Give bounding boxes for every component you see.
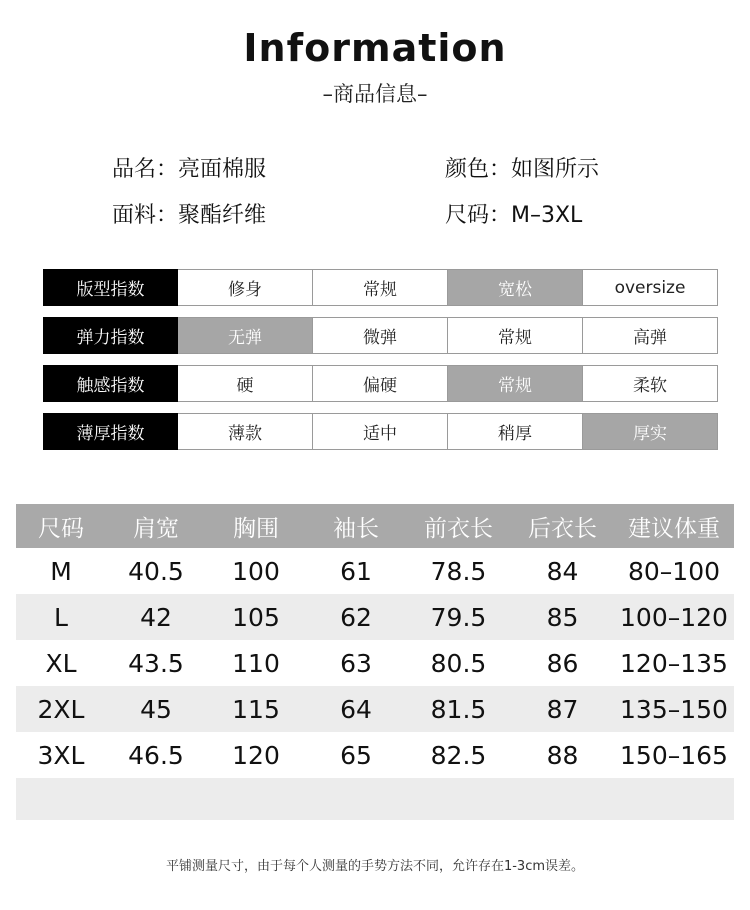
size-table-cell: M [50, 556, 72, 586]
size-table-row [16, 594, 734, 640]
size-table-cell: 3XL [37, 740, 85, 770]
size-table-cell: 63 [340, 648, 372, 678]
product-size-range: 尺码：M–3XL [445, 203, 583, 228]
product-fabric: 面料：聚酯纤维 [112, 203, 267, 228]
size-table-cell: 80.5 [430, 648, 487, 678]
size-table-cell: 84 [546, 556, 579, 586]
product-color: 颜色：如图所示 [445, 157, 600, 182]
size-table-header-cell: 肩宽 [133, 515, 179, 542]
size-table-cell: 45 [140, 694, 172, 724]
index-option: 适中 [313, 413, 448, 450]
size-table-cell: 100–120 [620, 602, 728, 632]
size-table-header-cell: 袖长 [333, 515, 379, 542]
index-option: oversize [583, 269, 718, 306]
index-option: 稍厚 [448, 413, 583, 450]
index-option-selected: 无弹 [178, 317, 313, 354]
size-table-row [16, 640, 734, 686]
size-table-cell: 78.5 [430, 556, 487, 586]
size-table-header-cell: 前衣长 [424, 515, 493, 542]
size-table-cell: 150–165 [620, 740, 728, 770]
size-table-cell: 85 [546, 602, 579, 632]
size-table-row [16, 686, 734, 732]
size-table [16, 504, 734, 820]
size-table-cell: 82.5 [430, 740, 487, 770]
size-table-cell: 87 [546, 694, 579, 724]
size-table-cell: 110 [232, 648, 280, 678]
size-table-cell: 105 [232, 602, 280, 632]
index-option: 柔软 [583, 365, 718, 402]
index-option: 偏硬 [313, 365, 448, 402]
size-table-cell: 86 [546, 648, 579, 678]
size-table-cell: 135–150 [620, 694, 728, 724]
index-option-selected: 厚实 [583, 413, 718, 450]
size-table-cell: 64 [340, 694, 372, 724]
size-table-cell: 2XL [37, 694, 85, 724]
size-table-row [16, 548, 734, 594]
index-row [43, 317, 718, 354]
size-table-cell: 81.5 [430, 694, 487, 724]
index-row [43, 365, 718, 402]
size-table-cell: 80–100 [627, 556, 721, 586]
index-option-selected: 宽松 [448, 269, 583, 306]
index-row [43, 413, 718, 450]
size-table-cell: 61 [340, 556, 372, 586]
index-option: 修身 [178, 269, 313, 306]
size-table-empty-row [16, 778, 734, 820]
product-name: 品名：亮面棉服 [112, 157, 267, 182]
size-table-cell: 88 [546, 740, 579, 770]
size-table-cell: 42 [140, 602, 172, 632]
size-table-cell: XL [45, 648, 77, 678]
size-table-body [16, 548, 734, 778]
index-option: 硬 [178, 365, 313, 402]
page-subtitle: –商品信息– [322, 82, 428, 106]
index-option: 常规 [313, 269, 448, 306]
size-table-cell: 115 [232, 694, 280, 724]
size-table-header-cell: 尺码 [38, 515, 84, 542]
page-title: Information [243, 26, 507, 70]
index-grid [43, 269, 718, 461]
size-table-cell: 120–135 [620, 648, 728, 678]
size-table-cell: 79.5 [430, 602, 487, 632]
size-table-cell: 65 [340, 740, 372, 770]
index-option: 薄款 [178, 413, 313, 450]
size-table-cell: L [54, 602, 68, 632]
size-table-cell: 120 [232, 740, 280, 770]
index-label: 版型指数 [43, 269, 178, 306]
size-table-header-cell: 建议体重 [628, 515, 720, 542]
index-option: 常规 [448, 317, 583, 354]
index-label: 触感指数 [43, 365, 178, 402]
size-table-header [16, 504, 734, 548]
size-table-cell: 40.5 [128, 556, 184, 586]
index-option: 微弹 [313, 317, 448, 354]
index-option-selected: 常规 [448, 365, 583, 402]
size-table-cell: 43.5 [128, 648, 184, 678]
size-table-header-cell: 后衣长 [528, 515, 597, 542]
size-table-cell: 100 [232, 556, 280, 586]
size-table-header-cell: 胸围 [233, 515, 279, 542]
size-table-cell: 62 [340, 602, 372, 632]
size-table-cell: 46.5 [128, 740, 184, 770]
index-label: 薄厚指数 [43, 413, 178, 450]
index-option: 高弹 [583, 317, 718, 354]
index-label: 弹力指数 [43, 317, 178, 354]
size-table-row [16, 732, 734, 778]
measurement-note: 平铺测量尺寸，由于每个人测量的手势方法不同，允许存在1-3cm误差。 [165, 859, 585, 874]
index-row [43, 269, 718, 306]
